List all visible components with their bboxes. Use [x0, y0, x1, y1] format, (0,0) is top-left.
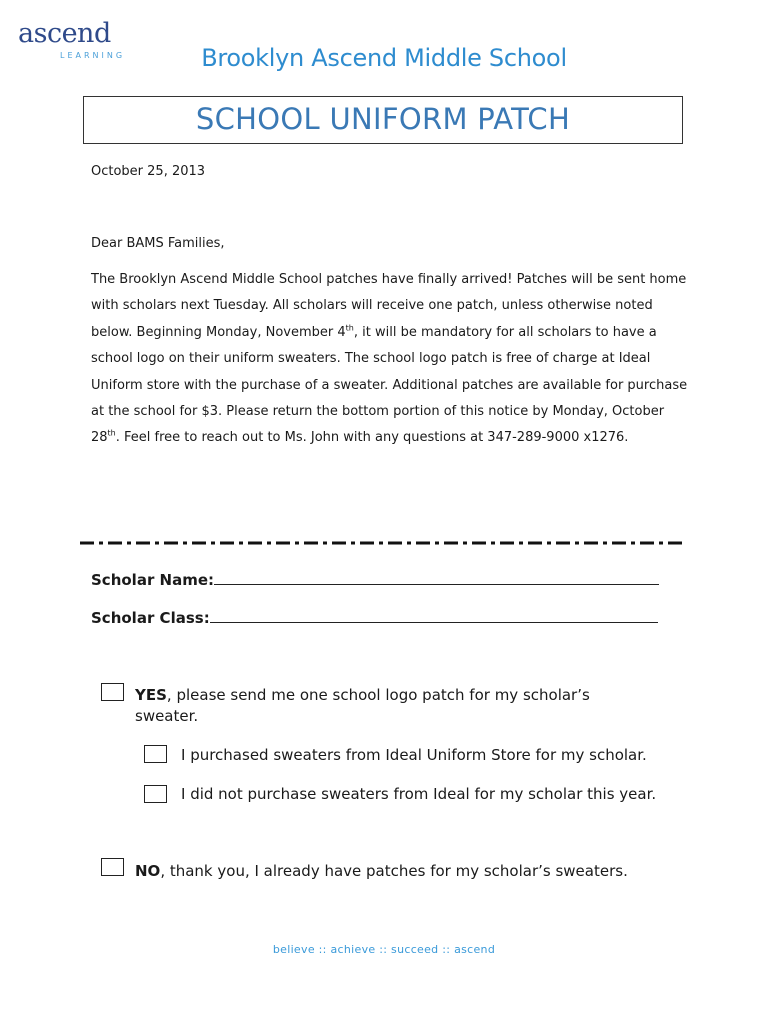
no-bold-text: NO [135, 862, 161, 880]
no-option-label [135, 861, 695, 882]
form-title: SCHOOL UNIFORM PATCH [195, 102, 571, 136]
letter-body-part-3: . Feel free to reach out to Ms. John with any questions at 347-289-9000 x1276. [115, 430, 629, 446]
school-name-heading: Brooklyn Ascend Middle School [201, 44, 567, 72]
letter-greeting: Dear BAMS Families, [91, 236, 225, 251]
logo-wordmark: ascend [18, 18, 111, 49]
yes-bold-text: YES [135, 686, 167, 704]
yes-option-label [135, 685, 655, 727]
cut-here-line [80, 540, 684, 546]
scholar-class-label: Scholar Class: [91, 609, 210, 627]
no-checkbox[interactable] [101, 858, 124, 876]
scholar-class-field [91, 608, 658, 627]
scholar-class-blank[interactable] [210, 608, 658, 623]
not-purchased-ideal-label: I did not purchase sweaters from Ideal for my scholar this year. [181, 785, 657, 803]
yes-option-text: , please send me one school logo patch for my scholar’s sweater. [135, 686, 590, 725]
not-purchased-ideal-checkbox[interactable] [144, 785, 167, 803]
yes-checkbox[interactable] [101, 683, 124, 701]
no-option-text: , thank you, I already have patches for my scholar’s sweaters. [160, 862, 628, 880]
superscript-th-1: th [345, 323, 354, 333]
logo-subtitle: LEARNING [60, 51, 126, 60]
form-title-box [83, 96, 683, 144]
scholar-name-blank[interactable] [214, 570, 659, 585]
scholar-name-label: Scholar Name: [91, 571, 215, 589]
letter-body [91, 267, 691, 452]
footer-tagline: believe :: achieve :: succeed :: ascend [272, 943, 496, 956]
superscript-th-2: th [107, 429, 116, 439]
purchased-ideal-label: I purchased sweaters from Ideal Uniform Store for my scholar. [181, 746, 647, 764]
letter-date: October 25, 2013 [91, 164, 206, 179]
letter-body-part-2: , it will be mandatory for all scholars to have a school logo on their uniform sweaters. The school logo patch is free of charge at Ideal Uniform store with the purchase of a sweater. Additional patches are available for purchase at the school for $3. Please return the bottom portion of this notice by Monday, October 28 [91, 324, 688, 446]
purchased-ideal-checkbox[interactable] [144, 745, 167, 763]
letter-body-part-1: The Brooklyn Ascend Middle School patches have finally arrived! Patches will be sent home with scholars next Tuesday. All scholars will receive one patch, unless otherwise noted below. Beginning Monday, November 4 [91, 272, 687, 340]
scholar-name-field [91, 570, 659, 589]
